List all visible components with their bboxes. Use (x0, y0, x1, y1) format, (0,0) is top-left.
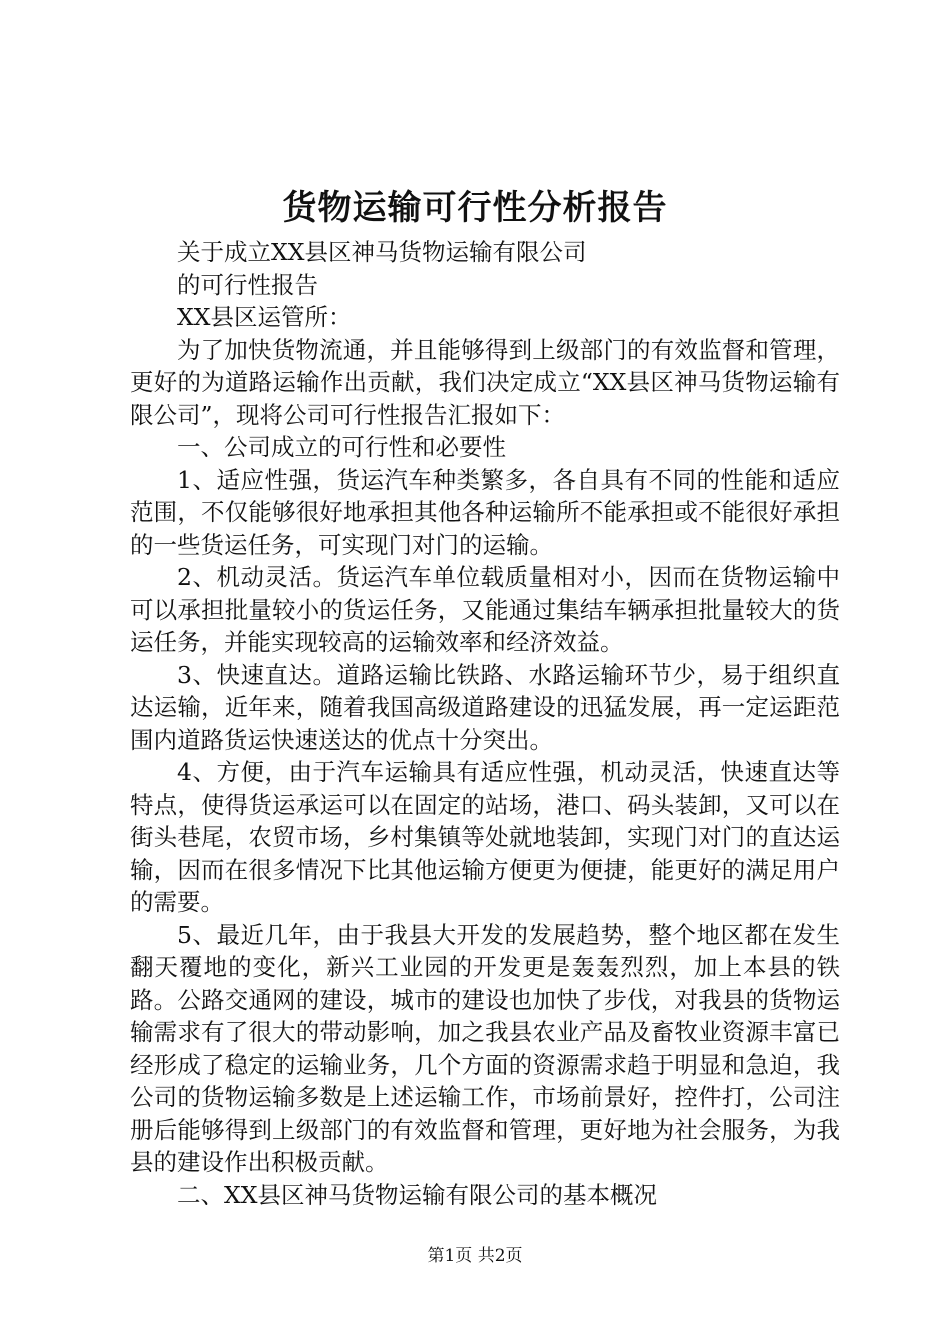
subject-line-2: 的可行性报告 (177, 270, 318, 299)
subject-line-1: 关于成立XX县区神马货物运输有限公司 (177, 238, 587, 266)
paragraph-intro: 为了加快货物流通，并且能够得到上级部门的有效监督和管理，更好的为道路运输作出贡献，我们决定成立“XX县区神马货物运输有限公司”，现将公司可行性报告汇报如下： (130, 335, 840, 429)
document-title: 货物运输可行性分析报告 (282, 188, 668, 228)
paragraph-point-2: 2、机动灵活。货运汽车单位载质量相对小，因而在货物运输中可以承担批量较小的货运任务，又能通过集结车辆承担批量较大的货运任务，并能实现较高的运输效率和经济效益。 (130, 563, 840, 656)
page-footer: 第1页 共2页 (427, 1246, 523, 1266)
paragraph-point-1: 1、适应性强，货运汽车种类繁多，各自具有不同的性能和适应范围，不仅能够很好地承担其他各种运输所不能承担或不能很好承担的一些货运任务，可实现门对门的运输。 (130, 465, 840, 559)
section-heading-1: 一、公司成立的可行性和必要性 (177, 433, 506, 461)
paragraph-point-5: 5、最近几年，由于我县大开发的发展趋势，整个地区都在发生翻天覆地的变化，新兴工业园的开发更是轰轰烈烈，加上本县的铁路。公路交通网的建设，城市的建设也加快了步伐，对我县的货物运输需求有了很大的带动影响，加之我县农业产品及畜牧业资源丰富已经形成了稳定的运输业务，几个方面的资源需求趋于明显和急迫，我公司的货物运输多数是上述运输工作，市场前景好，控件打，公司注册后能够得到上级部门的有效监督和管理，更好地为社会服务，为我县的建设作出积极贡献。 (130, 920, 840, 1176)
paragraph-point-4: 4、方便，由于汽车运输具有适应性强，机动灵活，快速直达等特点，使得货运承运可以在固定的站场，港口、码头装卸，又可以在街头巷尾，农贸市场，乡村集镇等处就地装卸，实现门对门的直达运输，因而在很多情况下比其他运输方便更为便捷，能更好的满足用户的需要。 (130, 758, 840, 916)
paragraph-point-3: 3、快速直达。道路运输比铁路、水路运输环节少，易于组织直达运输，近年来，随着我国高级道路建设的迅猛发展，再一定运距范围内道路货运快速送达的优点十分突出。 (130, 660, 840, 754)
section-heading-2: 二、XX县区神马货物运输有限公司的基本概况 (177, 1180, 657, 1209)
salutation: XX县区运管所： (177, 303, 352, 331)
document-body (130, 236, 840, 1211)
